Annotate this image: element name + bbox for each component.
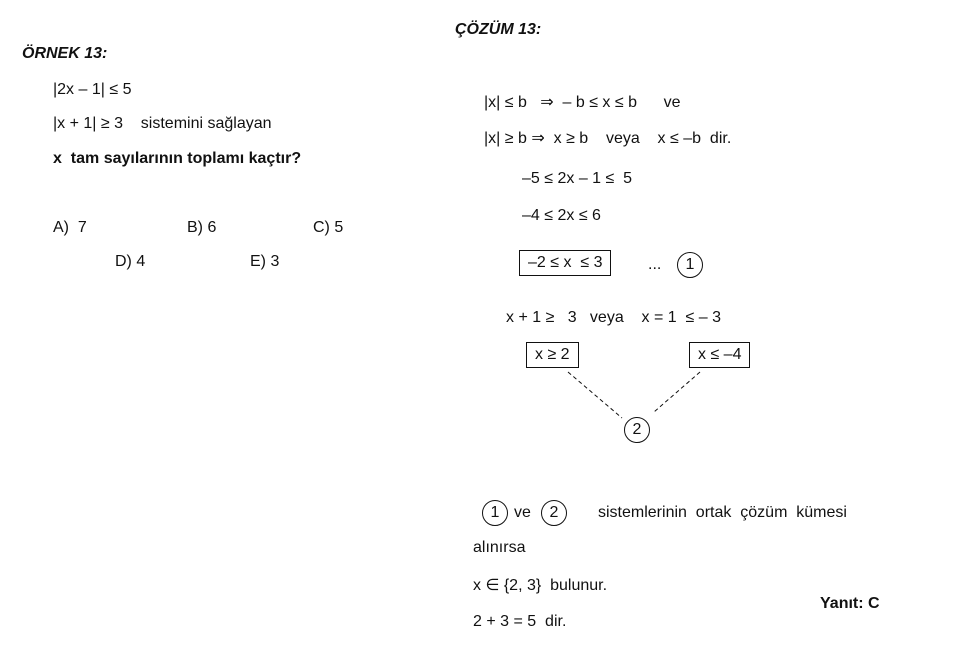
circle-label-2: 2	[624, 417, 650, 443]
rule-1: |x| ≤ b ⇒ – b ≤ x ≤ b ve	[484, 94, 681, 111]
option-d: D) 4	[115, 253, 146, 270]
answer-label: Yanıt: C	[820, 595, 880, 612]
question-text: x tam sayılarının toplamı kaçtır?	[53, 150, 302, 167]
inequality-1: |2x – 1| ≤ 5	[53, 81, 132, 98]
option-c: C) 5	[313, 219, 344, 236]
result-sum: 2 + 3 = 5 dir.	[473, 613, 567, 630]
conclusion-line-2: alınırsa	[473, 539, 526, 556]
conclusion-text: sistemlerinin ortak çözüm kümesi	[598, 504, 847, 521]
inequality-2: |x + 1| ≥ 3 sistemini sağlayan	[53, 115, 272, 132]
ellipsis: ...	[648, 256, 662, 273]
left-box: x ≥ 2	[526, 342, 579, 368]
ve-text: ve	[514, 504, 531, 521]
range-box: –2 ≤ x ≤ 3	[519, 250, 611, 276]
result-set: x ∈ {2, 3} bulunur.	[473, 577, 608, 594]
dashed-line-left	[568, 372, 622, 418]
circle-ref-1: 1	[482, 500, 508, 526]
option-a: A) 7	[53, 219, 87, 236]
dashed-line-right	[654, 372, 700, 412]
solution-title: ÇÖZÜM 13:	[455, 21, 542, 38]
right-box: x ≤ –4	[689, 342, 750, 368]
step-1: –5 ≤ 2x – 1 ≤ 5	[522, 170, 633, 187]
circle-ref-2: 2	[541, 500, 567, 526]
example-title: ÖRNEK 13:	[22, 45, 108, 62]
circle-label-1: 1	[677, 252, 703, 278]
option-b: B) 6	[187, 219, 217, 236]
option-e: E) 3	[250, 253, 280, 270]
rule-2: |x| ≥ b ⇒ x ≥ b veya x ≤ –b dir.	[484, 130, 732, 147]
step-3: x + 1 ≥ 3 veya x = 1 ≤ – 3	[506, 309, 721, 326]
step-2: –4 ≤ 2x ≤ 6	[522, 207, 601, 224]
